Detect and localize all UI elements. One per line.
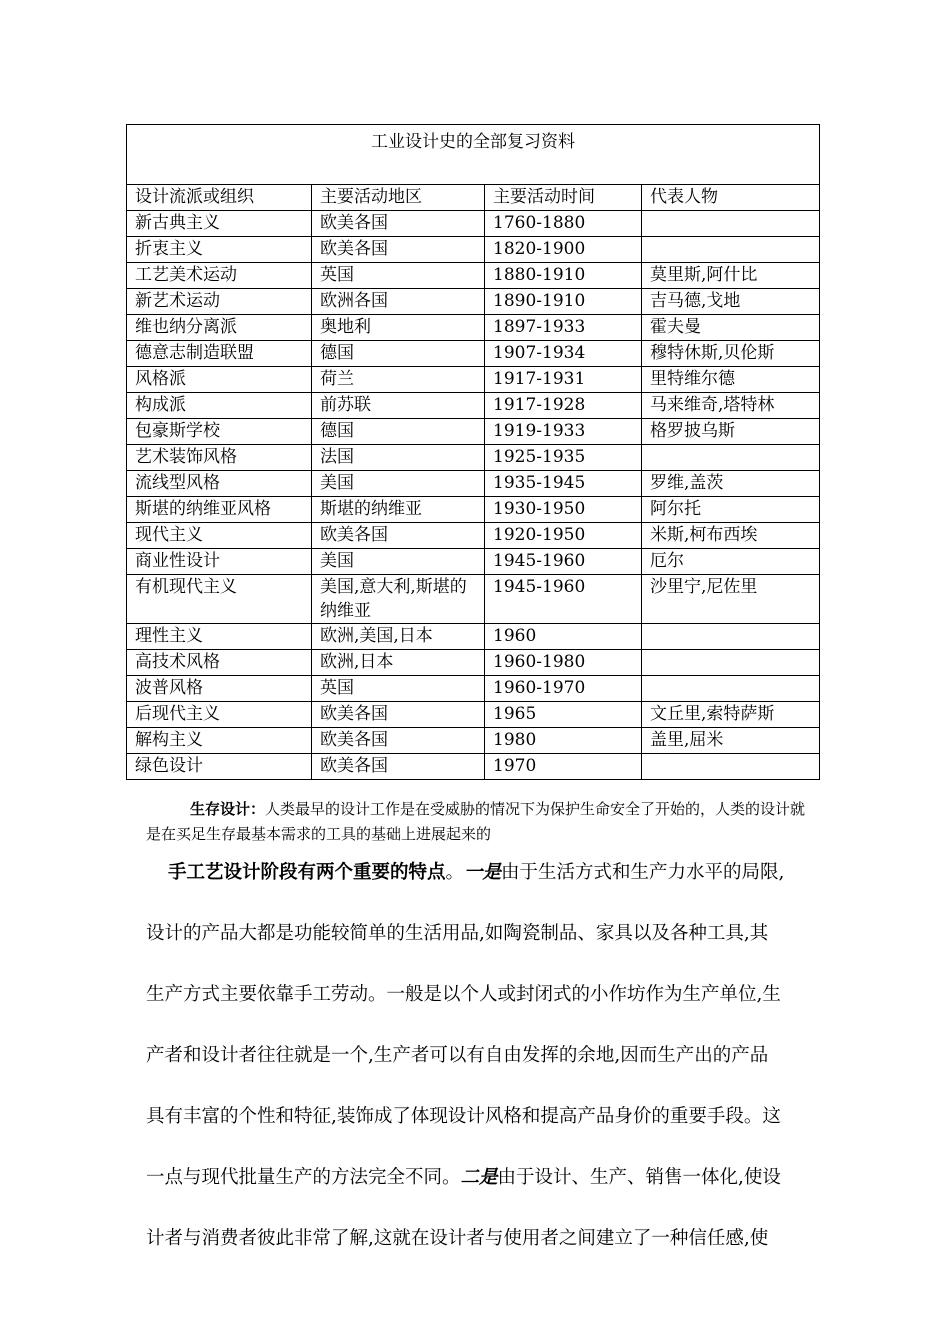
cell-region: 奥地利 bbox=[312, 315, 485, 341]
body-line-2: 设计的产品大都是功能较简单的生活用品,如陶瓷制品、家具以及各种工具,其 bbox=[146, 923, 769, 944]
cell-figures: 沙里宁,尼佐里 bbox=[642, 575, 820, 624]
cell-school: 新古典主义 bbox=[127, 211, 312, 237]
table-row bbox=[127, 263, 820, 289]
cell-period: 1917-1928 bbox=[485, 393, 642, 419]
table-row bbox=[127, 419, 820, 445]
cell-period: 1960-1980 bbox=[485, 650, 642, 676]
cell-region: 欧美各国 bbox=[312, 237, 485, 263]
cell-region: 英国 bbox=[312, 676, 485, 702]
cell-region: 前苏联 bbox=[312, 393, 485, 419]
cell-school: 斯堪的纳维亚风格 bbox=[127, 497, 312, 523]
heading-period: 。 bbox=[445, 862, 465, 883]
cell-period: 1970 bbox=[485, 754, 642, 780]
cell-region: 德国 bbox=[312, 419, 485, 445]
table-row bbox=[127, 211, 820, 237]
cell-region: 法国 bbox=[312, 445, 485, 471]
cell-figures: 吉马德,戈地 bbox=[642, 289, 820, 315]
cell-school: 理性主义 bbox=[127, 624, 312, 650]
cell-figures bbox=[642, 237, 820, 263]
second-marker: 二是 bbox=[460, 1167, 498, 1188]
cell-period: 1919-1933 bbox=[485, 419, 642, 445]
table-row bbox=[127, 575, 820, 624]
cell-period: 1935-1945 bbox=[485, 471, 642, 497]
cell-school: 风格派 bbox=[127, 367, 312, 393]
cell-school: 高技术风格 bbox=[127, 650, 312, 676]
cell-figures: 盖里,屈米 bbox=[642, 728, 820, 754]
table-row bbox=[127, 624, 820, 650]
cell-region: 欧洲,日本 bbox=[312, 650, 485, 676]
cell-period: 1890-1910 bbox=[485, 289, 642, 315]
table-row bbox=[127, 523, 820, 549]
table-row bbox=[127, 445, 820, 471]
cell-school: 维也纳分离派 bbox=[127, 315, 312, 341]
cell-figures bbox=[642, 650, 820, 676]
cell-school: 后现代主义 bbox=[127, 702, 312, 728]
cell-school: 商业性设计 bbox=[127, 549, 312, 575]
cell-period: 1980 bbox=[485, 728, 642, 754]
table-row bbox=[127, 341, 820, 367]
cell-figures: 阿尔托 bbox=[642, 497, 820, 523]
cell-period: 1960-1970 bbox=[485, 676, 642, 702]
table-row bbox=[127, 754, 820, 780]
table-title: 工业设计史的全部复习资料 bbox=[127, 125, 820, 185]
survival-design-text: 人类最早的设计工作是在受威胁的情况下为保护生命安全了开始的，人类的设计就是在买足生存最基本需求的工具的基础上进展起来的 bbox=[146, 800, 806, 843]
cell-region: 欧美各国 bbox=[312, 523, 485, 549]
header-school: 设计流派或组织 bbox=[127, 185, 312, 211]
table-row bbox=[127, 702, 820, 728]
cell-figures: 穆特休斯,贝伦斯 bbox=[642, 341, 820, 367]
body-line-4: 产者和设计者往往就是一个,生产者可以有自由发挥的余地,因而生产出的产品 bbox=[146, 1045, 769, 1066]
cell-school: 包豪斯学校 bbox=[127, 419, 312, 445]
body-line-1-text: 由于生活方式和生产力水平的局限, bbox=[501, 862, 785, 883]
cell-region: 荷兰 bbox=[312, 367, 485, 393]
cell-period: 1897-1933 bbox=[485, 315, 642, 341]
table-row bbox=[127, 393, 820, 419]
cell-school: 绿色设计 bbox=[127, 754, 312, 780]
cell-school: 波普风格 bbox=[127, 676, 312, 702]
cell-figures bbox=[642, 624, 820, 650]
cell-school: 解构主义 bbox=[127, 728, 312, 754]
cell-figures: 马来维奇,塔特林 bbox=[642, 393, 820, 419]
cell-figures: 罗维,盖茨 bbox=[642, 471, 820, 497]
handcraft-heading: 手工艺设计阶段有两个重要的特点 bbox=[168, 862, 446, 883]
body-line-6a: 一点与现代批量生产的方法完全不同。 bbox=[146, 1167, 461, 1188]
cell-school: 折衷主义 bbox=[127, 237, 312, 263]
header-period: 主要活动时间 bbox=[485, 185, 642, 211]
body-line-1 bbox=[146, 855, 816, 916]
cell-school: 现代主义 bbox=[127, 523, 312, 549]
table-title-row bbox=[127, 125, 820, 185]
cell-period: 1945-1960 bbox=[485, 575, 642, 624]
cell-school: 有机现代主义 bbox=[127, 575, 312, 624]
cell-period: 1930-1950 bbox=[485, 497, 642, 523]
cell-figures bbox=[642, 754, 820, 780]
cell-period: 1917-1931 bbox=[485, 367, 642, 393]
cell-figures bbox=[642, 211, 820, 237]
header-figures: 代表人物 bbox=[642, 185, 820, 211]
cell-figures: 格罗披乌斯 bbox=[642, 419, 820, 445]
cell-period: 1820-1900 bbox=[485, 237, 642, 263]
cell-figures: 里特维尔德 bbox=[642, 367, 820, 393]
cell-figures bbox=[642, 445, 820, 471]
cell-school: 流线型风格 bbox=[127, 471, 312, 497]
body-line-6b: 由于设计、生产、销售一体化,使设 bbox=[497, 1167, 781, 1188]
cell-figures: 文丘里,索特萨斯 bbox=[642, 702, 820, 728]
body-line-3: 生产方式主要依靠手工劳动。一般是以个人或封闭式的小作坊作为生产单位,生 bbox=[146, 984, 781, 1005]
cell-region: 美国,意大利,斯堪的纳维亚 bbox=[312, 575, 485, 624]
cell-school: 工艺美术运动 bbox=[127, 263, 312, 289]
cell-region: 欧洲各国 bbox=[312, 289, 485, 315]
design-history-table bbox=[126, 124, 820, 780]
table-row bbox=[127, 549, 820, 575]
cell-region: 欧美各国 bbox=[312, 211, 485, 237]
cell-period: 1925-1935 bbox=[485, 445, 642, 471]
cell-figures bbox=[642, 676, 820, 702]
cell-figures: 莫里斯,阿什比 bbox=[642, 263, 820, 289]
table-row bbox=[127, 471, 820, 497]
table-row bbox=[127, 650, 820, 676]
cell-region: 欧美各国 bbox=[312, 754, 485, 780]
cell-region: 欧洲,美国,日本 bbox=[312, 624, 485, 650]
cell-region: 美国 bbox=[312, 471, 485, 497]
body-line-7: 计者与消费者彼此非常了解,这就在设计者与使用者之间建立了一种信任感,使 bbox=[146, 1228, 769, 1249]
cell-period: 1945-1960 bbox=[485, 549, 642, 575]
table-row bbox=[127, 728, 820, 754]
cell-figures: 厄尔 bbox=[642, 549, 820, 575]
cell-region: 欧美各国 bbox=[312, 702, 485, 728]
cell-period: 1760-1880 bbox=[485, 211, 642, 237]
survival-design-paragraph bbox=[146, 797, 806, 847]
cell-region: 欧美各国 bbox=[312, 728, 485, 754]
table-row bbox=[127, 237, 820, 263]
cell-region: 德国 bbox=[312, 341, 485, 367]
body-line-5: 具有丰富的个性和特征,装饰成了体现设计风格和提高产品身价的重要手段。这 bbox=[146, 1106, 781, 1127]
cell-region: 美国 bbox=[312, 549, 485, 575]
body-line-6 bbox=[146, 1160, 816, 1221]
header-region: 主要活动地区 bbox=[312, 185, 485, 211]
cell-region: 斯堪的纳维亚 bbox=[312, 497, 485, 523]
cell-period: 1880-1910 bbox=[485, 263, 642, 289]
cell-period: 1965 bbox=[485, 702, 642, 728]
table-header-row bbox=[127, 185, 820, 211]
table-row bbox=[127, 367, 820, 393]
survival-design-label: 生存设计： bbox=[190, 800, 266, 818]
handcraft-section bbox=[146, 855, 816, 1282]
cell-school: 构成派 bbox=[127, 393, 312, 419]
cell-figures: 米斯,柯布西埃 bbox=[642, 523, 820, 549]
cell-school: 艺术装饰风格 bbox=[127, 445, 312, 471]
first-marker: 一是 bbox=[464, 862, 502, 883]
cell-period: 1920-1950 bbox=[485, 523, 642, 549]
table-row bbox=[127, 315, 820, 341]
cell-period: 1960 bbox=[485, 624, 642, 650]
table-row bbox=[127, 497, 820, 523]
table-row bbox=[127, 289, 820, 315]
cell-figures: 霍夫曼 bbox=[642, 315, 820, 341]
table-row bbox=[127, 676, 820, 702]
cell-period: 1907-1934 bbox=[485, 341, 642, 367]
cell-school: 新艺术运动 bbox=[127, 289, 312, 315]
cell-region: 英国 bbox=[312, 263, 485, 289]
cell-school: 德意志制造联盟 bbox=[127, 341, 312, 367]
